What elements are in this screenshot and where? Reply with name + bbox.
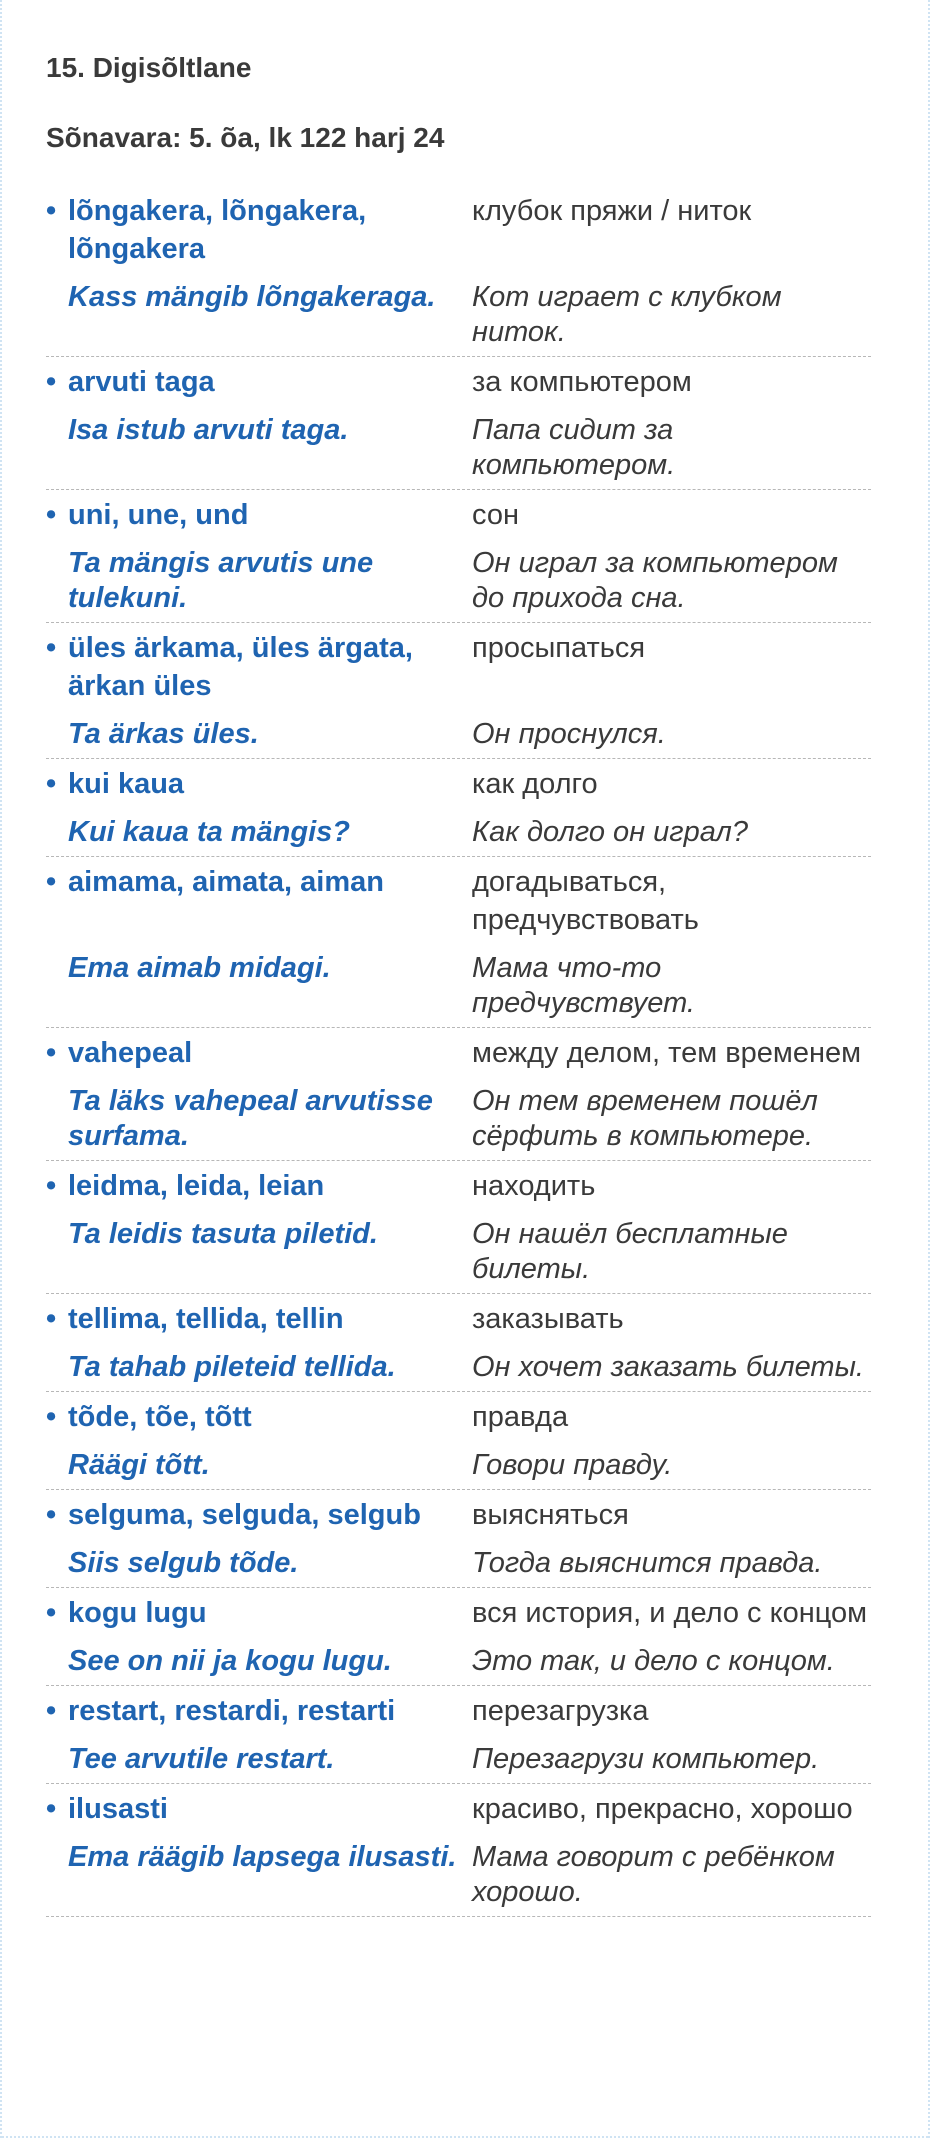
headword-text: üles ärkama, üles ärgata, ärkan üles	[68, 632, 413, 702]
vocab-entry	[46, 1692, 871, 1784]
word-row	[46, 192, 871, 268]
word-row	[46, 1300, 871, 1338]
example-row	[46, 546, 871, 616]
translation: догадываться, предчувствовать	[472, 866, 699, 936]
vocab-entry	[46, 496, 871, 623]
translation: перезагрузка	[472, 1695, 649, 1727]
word-row	[46, 1594, 871, 1632]
example-translation: Он тем временем пошёл сёрфить в компьютере.	[472, 1085, 818, 1152]
headword-text: arvuti taga	[68, 366, 215, 398]
example-row	[46, 1546, 871, 1581]
example-sentence: Isa istub arvuti taga.	[68, 414, 349, 446]
word-row	[46, 629, 871, 705]
example-translation: Он проснулся.	[472, 718, 666, 750]
example-sentence: Ta ärkas üles.	[68, 718, 259, 750]
headword-text: selguma, selguda, selgub	[68, 1499, 421, 1531]
headword	[46, 765, 468, 803]
headword-text: lõngakera, lõngakera, lõngakera	[68, 195, 367, 265]
vocab-entry	[46, 1496, 871, 1588]
translation: между делом, тем временем	[472, 1037, 862, 1069]
example-sentence: Räägi tõtt.	[68, 1449, 210, 1481]
headword-text: leidma, leida, leian	[68, 1170, 325, 1202]
example-row	[46, 1840, 871, 1910]
translation: находить	[472, 1170, 596, 1202]
headword-text: kui kaua	[68, 768, 185, 800]
translation: вся история, и дело с концом	[472, 1597, 868, 1629]
example-translation: Он играл за компьютером до прихода сна.	[472, 547, 838, 614]
headword-text: restart, restardi, restarti	[68, 1695, 396, 1727]
example-row	[46, 413, 871, 483]
bullet-icon: •	[46, 1037, 57, 1069]
vocab-entry	[46, 1167, 871, 1294]
example-translation: Он хочет заказать билеты.	[472, 1351, 864, 1383]
bullet-icon: •	[46, 195, 57, 227]
example-translation: Перезагрузи компьютер.	[472, 1743, 820, 1775]
headword	[46, 1300, 468, 1338]
example-row	[46, 717, 871, 752]
example-sentence: Ta läks vahepeal arvutisse surfama.	[68, 1085, 433, 1152]
example-translation: Говори правду.	[472, 1449, 673, 1481]
example-sentence: Kui kaua ta mängis?	[68, 816, 351, 848]
translation: правда	[472, 1401, 569, 1433]
word-row	[46, 1398, 871, 1436]
translation: выясняться	[472, 1499, 629, 1531]
example-translation: Мама что-то предчувствует.	[472, 952, 695, 1019]
bullet-icon: •	[46, 1401, 57, 1433]
example-sentence: Tee arvutile restart.	[68, 1743, 335, 1775]
example-translation: Тогда выяснится правда.	[472, 1547, 823, 1579]
example-sentence: See on nii ja kogu lugu.	[68, 1645, 392, 1677]
headword	[46, 1496, 468, 1534]
example-translation: Как долго он играл?	[472, 816, 748, 848]
source-reference: Sõnavara: 5. õa, lk 122 harj 24	[46, 122, 445, 153]
vocab-entry	[46, 1034, 871, 1161]
bullet-icon: •	[46, 1499, 57, 1531]
bullet-icon: •	[46, 866, 57, 898]
headword-text: vahepeal	[68, 1037, 193, 1069]
headword	[46, 192, 468, 268]
headword-text: uni, une, und	[68, 499, 249, 531]
word-row	[46, 363, 871, 401]
vocabulary-list	[46, 186, 871, 1921]
example-translation: Мама говорит с ребёнком хорошо.	[472, 1841, 835, 1908]
example-sentence: Kass mängib lõngakeraga.	[68, 281, 436, 313]
bullet-icon: •	[46, 1597, 57, 1629]
headword	[46, 863, 468, 901]
bullet-icon: •	[46, 366, 57, 398]
translation: за компьютером	[472, 366, 692, 398]
example-row	[46, 1742, 871, 1777]
headword-text: kogu lugu	[68, 1597, 207, 1629]
word-row	[46, 1167, 871, 1205]
word-row	[46, 863, 871, 939]
headword	[46, 496, 468, 534]
word-row	[46, 765, 871, 803]
headword-text: tellima, tellida, tellin	[68, 1303, 344, 1335]
bullet-icon: •	[46, 499, 57, 531]
bullet-icon: •	[46, 1695, 57, 1727]
word-row	[46, 1496, 871, 1534]
example-sentence: Ta leidis tasuta piletid.	[68, 1218, 378, 1250]
translation: заказывать	[472, 1303, 624, 1335]
example-row	[46, 1217, 871, 1287]
translation: красиво, прекрасно, хорошо	[472, 1793, 853, 1825]
example-sentence: Siis selgub tõde.	[68, 1547, 299, 1579]
headword	[46, 1167, 468, 1205]
vocab-entry	[46, 1300, 871, 1392]
headword	[46, 1692, 468, 1730]
example-translation: Папа сидит за компьютером.	[472, 414, 676, 481]
example-row	[46, 815, 871, 850]
example-sentence: Ta mängis arvutis une tulekuni.	[68, 547, 374, 614]
translation: просыпаться	[472, 632, 646, 664]
word-row	[46, 1692, 871, 1730]
example-row	[46, 1350, 871, 1385]
bullet-icon: •	[46, 1170, 57, 1202]
page-title: 15. Digisõltlane	[46, 52, 252, 83]
example-row	[46, 280, 871, 350]
bullet-icon: •	[46, 1303, 57, 1335]
word-row	[46, 1034, 871, 1072]
translation: сон	[472, 499, 519, 531]
headword	[46, 1790, 468, 1828]
headword-text: tõde, tõe, tõtt	[68, 1401, 252, 1433]
vocab-entry	[46, 629, 871, 759]
example-translation: Он нашёл бесплатные билеты.	[472, 1218, 788, 1285]
example-sentence: Ta tahab pileteid tellida.	[68, 1351, 396, 1383]
example-row	[46, 1644, 871, 1679]
example-sentence: Ema räägib lapsega ilusasti.	[68, 1841, 457, 1873]
vocab-entry	[46, 863, 871, 1028]
bullet-icon: •	[46, 1793, 57, 1825]
translation: как долго	[472, 768, 598, 800]
headword-text: aimama, aimata, aiman	[68, 866, 384, 898]
bullet-icon: •	[46, 768, 57, 800]
word-row	[46, 496, 871, 534]
vocab-entry	[46, 1594, 871, 1686]
headword	[46, 1034, 468, 1072]
vocab-entry	[46, 765, 871, 857]
vocab-entry	[46, 1790, 871, 1917]
example-row	[46, 951, 871, 1021]
bullet-icon: •	[46, 632, 57, 664]
example-translation: Это так, и дело с концом.	[472, 1645, 835, 1677]
example-translation: Кот играет с клубком ниток.	[472, 281, 782, 348]
example-row	[46, 1448, 871, 1483]
vocab-entry	[46, 192, 871, 357]
headword-text: ilusasti	[68, 1793, 168, 1825]
headword	[46, 1398, 468, 1436]
vocab-entry	[46, 363, 871, 490]
headword	[46, 629, 468, 705]
headword	[46, 1594, 468, 1632]
example-row	[46, 1084, 871, 1154]
example-sentence: Ema aimab midagi.	[68, 952, 331, 984]
vocab-entry	[46, 1398, 871, 1490]
headword	[46, 363, 468, 401]
translation: клубок пряжи / ниток	[472, 195, 752, 227]
word-row	[46, 1790, 871, 1828]
